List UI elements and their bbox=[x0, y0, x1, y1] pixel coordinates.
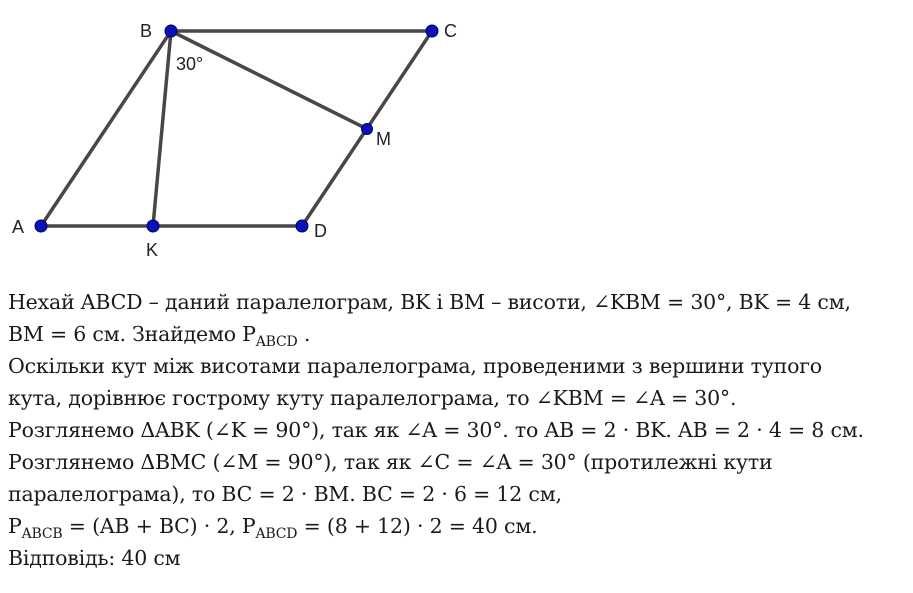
text-fragment: . bbox=[297, 322, 311, 346]
solution-line-3: Оскільки кут між висотами паралелограма, проведеними з вершини тупого bbox=[8, 354, 822, 378]
subscript: ABCB bbox=[21, 526, 63, 542]
subscript: ABCD bbox=[255, 334, 298, 350]
label-a: A bbox=[12, 217, 25, 237]
point-c bbox=[426, 25, 438, 37]
solution-line-2 bbox=[8, 318, 913, 350]
solution-line-1: Нехай ABCD – даний паралелограм, BK і BM – висоти, ∠KBM = 30°, BK = 4 см, bbox=[8, 290, 851, 314]
solution-line-8 bbox=[8, 510, 913, 542]
height-bm bbox=[171, 31, 367, 129]
text-fragment: = (AB + BC) · 2, P bbox=[62, 514, 256, 538]
solution-text bbox=[8, 286, 913, 574]
text-fragment: = (8 + 12) · 2 = 40 см. bbox=[297, 514, 538, 538]
angle-label-30: 30° bbox=[176, 54, 204, 74]
label-m: M bbox=[376, 129, 391, 149]
label-d: D bbox=[314, 221, 327, 241]
point-d bbox=[296, 220, 308, 232]
label-b: B bbox=[140, 21, 153, 41]
point-a bbox=[35, 220, 47, 232]
parallelogram-figure bbox=[0, 0, 913, 286]
text-fragment: BM = 6 см. Знайдемо P bbox=[8, 322, 256, 346]
solution-line-7: паралелограма), то BC = 2 · BM. BC = 2 · 6 = 12 см, bbox=[8, 482, 562, 506]
point-m bbox=[362, 124, 373, 135]
point-b bbox=[165, 25, 177, 37]
subscript: ABCD bbox=[255, 526, 298, 542]
side-ab bbox=[41, 31, 171, 226]
solution-line-4: кута, дорівнює гострому куту паралелограма, то ∠KBM = ∠A = 30°. bbox=[8, 386, 737, 410]
height-bk bbox=[153, 31, 171, 226]
text-fragment: P bbox=[8, 514, 22, 538]
solution-line-6: Розглянемо ΔBMC (∠M = 90°), так як ∠C = ∠A = 30° (протилежні кути bbox=[8, 450, 773, 474]
point-k bbox=[147, 220, 159, 232]
solution-line-5: Розглянемо ΔABK (∠K = 90°), так як ∠A = 30°. то AB = 2 · BK. AB = 2 · 4 = 8 см. bbox=[8, 418, 864, 442]
solution-answer: Відповідь: 40 см bbox=[8, 546, 181, 570]
label-c: C bbox=[444, 21, 457, 41]
label-k: K bbox=[146, 240, 159, 260]
